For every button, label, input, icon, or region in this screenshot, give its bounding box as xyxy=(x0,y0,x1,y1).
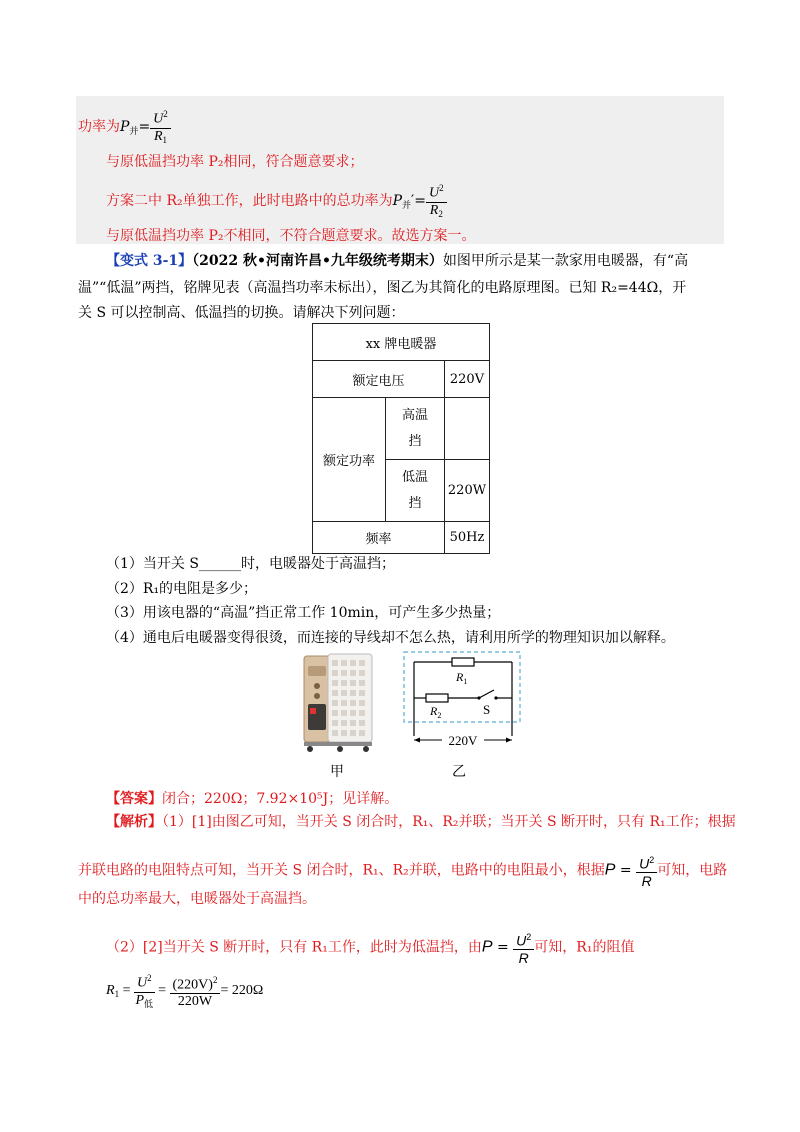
frac-den-sub: 2 xyxy=(438,208,443,219)
frac-sup: 2 xyxy=(439,183,444,193)
analysis-line-2: 并联电路的电阻特点可知，当开关 S 闭合时，R₁、R₂并联，电路中的电阻最小，根据P = $\frac{U^2}{R}$ 可知，电路 xyxy=(78,852,727,889)
fraction-u2-r1 xyxy=(150,106,171,148)
eq-den1: P xyxy=(135,992,145,1008)
figure-caption-right: 乙 xyxy=(452,764,466,780)
power-prefix: 功率为 xyxy=(78,118,120,135)
low-temp-label xyxy=(386,460,445,522)
arrow-head-left xyxy=(414,738,420,743)
problem-tag: 【变式 3-1】 xyxy=(106,253,193,269)
answer-tag: 【答案】 xyxy=(106,791,162,807)
analysis-line-3: 中的总功率最大，电暖器处于高温挡。 xyxy=(78,891,316,907)
arrow-head-right xyxy=(506,738,512,743)
formula-den: R xyxy=(518,949,529,966)
solution-line-2: 与原低温挡功率 P₂相同，符合题意要求； xyxy=(106,154,364,170)
problem-line-1 xyxy=(106,251,688,271)
solution-line-3 xyxy=(106,180,447,222)
formula-fraction-1 xyxy=(636,852,657,889)
frequency-label: 频率 xyxy=(313,522,445,554)
answer-line xyxy=(106,789,398,809)
r2-label: $R_2$ xyxy=(430,704,442,720)
analysis-text-4-prefix: （2）[2]当开关 S 断开时，只有 R₁工作，此时为低温挡，由 xyxy=(106,939,482,956)
formula-num: U xyxy=(516,932,527,949)
symbol-p: P xyxy=(120,118,130,135)
formula-p: P xyxy=(604,861,616,879)
switch-label: S xyxy=(483,702,491,717)
analysis-line-4: （2）[2]当开关 S 断开时，只有 R₁工作，此时为低温挡，由P = $\frac{U^2}{R}$ 可知，R₁的阻值 xyxy=(106,929,634,966)
eq-num2-sup: 2 xyxy=(212,974,218,985)
question-1: （1）当开关 S______时，电暖器处于高温挡； xyxy=(106,556,395,572)
formula-num: U xyxy=(639,855,650,872)
frac-den: R xyxy=(429,202,439,218)
eq-fraction-1 xyxy=(134,970,155,1012)
symbol-p-sub: 并 xyxy=(129,126,139,137)
symbol-p: P xyxy=(392,192,403,209)
high-temp-value xyxy=(445,398,490,460)
equals-sign: = xyxy=(138,118,151,135)
switch-lever xyxy=(479,690,494,698)
r1-equation: $R_1$ = $\frac{U^2}{P_低}$ = $\frac{(220V)^2}{220W}$ = 220Ω xyxy=(106,970,263,1012)
formula-fraction-2 xyxy=(513,929,534,966)
resistor-r2 xyxy=(426,694,448,702)
frac-num: U xyxy=(428,185,440,201)
symbol-p-sub: 并 xyxy=(402,200,412,211)
rated-voltage-value: 220V xyxy=(445,361,490,398)
eq-num1: U xyxy=(136,975,148,991)
eq-num1-sup: 2 xyxy=(147,973,152,983)
prime-equals: ′= xyxy=(411,192,426,209)
high-temp-label xyxy=(386,398,445,460)
analysis-text-4-suffix: 可知，R₁的阻值 xyxy=(534,939,635,956)
formula-den: R xyxy=(641,872,652,889)
low-temp-label-2: 挡 xyxy=(408,495,422,511)
solution-line-1 xyxy=(78,106,171,148)
solution-line-4: 与原低温挡功率 P₂不相同，不符合题意要求。故选方案一。 xyxy=(106,228,476,244)
analysis-line-1 xyxy=(106,812,736,832)
frac-num: U xyxy=(153,111,164,127)
frac-den: R xyxy=(153,128,163,144)
formula-sup: 2 xyxy=(526,932,532,942)
voltage-label: 220V xyxy=(448,733,478,748)
high-temp-label-2: 挡 xyxy=(408,433,422,449)
fraction-u2-r2 xyxy=(426,180,447,222)
eq-result: = 220Ω xyxy=(220,983,264,999)
analysis-text-2-prefix: 并联电路的电阻特点可知，当开关 S 闭合时，R₁、R₂并联，电路中的电阻最小，根据 xyxy=(78,862,605,879)
eq-fraction-2 xyxy=(170,972,221,1011)
frequency-value: 50Hz xyxy=(445,522,490,554)
high-temp-label-1: 高温 xyxy=(401,407,428,423)
answer-text: 闭合；220Ω；7.92×10⁵J；见详解。 xyxy=(162,791,399,807)
eq-den1-sub: 低 xyxy=(144,998,154,1009)
low-temp-value: 220W xyxy=(445,460,490,522)
figure-caption-left: 甲 xyxy=(330,764,344,780)
problem-line-2: 温”“低温”两挡，铭牌见表（高温挡功率未标出），图乙为其简化的电路原理图。已知 R₂=44Ω，开 xyxy=(78,280,687,296)
problem-text-1: 如图甲所示是某一款家用电暖器，有“高 xyxy=(442,253,689,269)
nameplate-table xyxy=(312,323,490,554)
table-title: xx 牌电暖器 xyxy=(313,324,490,361)
heater-image xyxy=(296,650,378,754)
rated-power-label: 额定功率 xyxy=(313,398,386,522)
eq-num2: (220V) xyxy=(172,977,213,993)
problem-line-3: 关 S 可以控制高、低温挡的切换。请解决下列问题： xyxy=(78,305,405,321)
analysis-tag: 【解析】 xyxy=(106,814,162,830)
analysis-text-2-suffix: 可知，电路 xyxy=(657,862,728,879)
frac-den-sub: 1 xyxy=(162,134,168,145)
eq-r1-sub: 1 xyxy=(114,989,120,1000)
question-2: （2）R₁的电阻是多少； xyxy=(106,581,258,597)
low-temp-label-1: 低温 xyxy=(401,469,428,485)
circuit-diagram xyxy=(400,650,524,754)
problem-source: （2022 秋•河南许昌•九年级统考期末） xyxy=(192,253,443,269)
r1-label: $R_1$ xyxy=(456,670,468,686)
scheme-two-text: 方案二中 R₂单独工作，此时电路中的总功率为 xyxy=(106,192,393,209)
eq-r1: R xyxy=(106,983,115,999)
resistor-r1 xyxy=(452,658,474,666)
analysis-text-1: （1）[1]由图乙可知，当开关 S 闭合时，R₁、R₂并联；当开关 S 断开时，只有 R₁工作；根据 xyxy=(162,814,736,830)
formula-p: P xyxy=(481,938,493,956)
question-4: （4）通电后电暖器变得很烫，而连接的导线却不怎么热，请利用所学的物理知识加以解释。 xyxy=(106,630,675,646)
rated-voltage-label: 额定电压 xyxy=(313,361,445,398)
eq-den2: 220W xyxy=(177,994,213,1010)
formula-sup: 2 xyxy=(649,855,655,865)
question-3: （3）用该电器的“高温”挡正常工作 10min，可产生多少热量； xyxy=(106,605,501,621)
frac-sup: 2 xyxy=(163,109,168,119)
